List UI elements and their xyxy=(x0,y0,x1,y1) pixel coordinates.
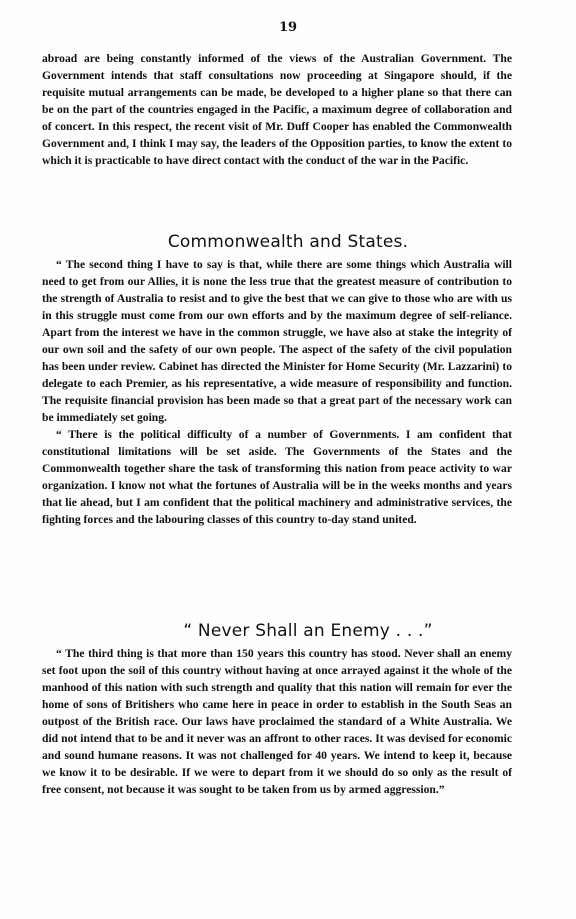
commonwealth-states-section xyxy=(42,256,512,528)
page-number: 19 xyxy=(278,20,298,35)
body-paragraph-political-difficulty: “ There is the political difficulty of a number of Governments. I am confident that constitutional limitations will be set aside. The Governments of the States and the Commonwealth together share the task of transforming this nation from peace activity to war organization. I know not what the fortunes of Australia will be in the weeks months and years that lie ahead, but I am confident that the political machinery and administrative services, the fighting forces and the labouring classes of this country to-day stand united. xyxy=(42,428,512,526)
body-paragraph-third-thing: “ The third thing is that more than 150 years this country has stood. Never shall an enemy set foot upon the soil of this country without having at once arrayed against it the whole of the manhood of this nation with such strength and quality that this nation will remain for ever the home of sons of Britishers who came here in peace in order to establish in the South Seas an outpost of the British race. Our laws have proclaimed the standard of a White Australia. We did not intend that to be and it never was an affront to other races. It was devised for economic and sound humane reasons. It was not challenged for 40 years. We intend to keep it, because we know it to be desirable. If we were to depart from it we should do so only as the result of free consent, not because it was sought to be taken from us by armed aggression.” xyxy=(42,647,512,796)
never-shall-an-enemy-section xyxy=(42,645,512,798)
body-paragraph-second-thing: “ The second thing I have to say is that, while there are some things which Australia will need to get from our Allies, it is none the less true that the greatest measure of contribution to the strength of Australia to resist and to give the best that we can give to those who are with us in this struggle must come from our own efforts and by the maximum degree of self-reliance. Apart from the interest we have in the common struggle, we have also at stake the integrity of our own soil and the safety of our own people. The aspect of the safety of the civil population has been under review. Cabinet has directed the Minister for Home Security (Mr. Lazzarini) to delegate to each Premier, as his representative, a wide measure of responsibility and function. The requisite financial provision has been made so that a great part of the necessary work can be immediately set going. xyxy=(42,258,512,424)
section-heading-commonwealth-and-states: Commonwealth and States. xyxy=(167,232,409,252)
intro-paragraph: abroad are being constantly informed of the views of the Australian Government. The Government intends that staff consultations now proceeding at Singapore should, if the requisite mutual arrangements can be made, be developed to a higher plane so that there can be on the part of the countries engaged in the Pacific, a maximum degree of collaboration and of concert. In this respect, the recent visit of Mr. Duff Cooper has enabled the Commonwealth Government and, I think I may say, the leaders of the Opposition parties, to know the extent to which it is practicable to have direct contact with the conduct of the war in the Pacific. xyxy=(42,52,512,167)
section-heading-never-shall-an-enemy: “ Never Shall an Enemy . . .” xyxy=(183,621,433,641)
intro-section xyxy=(42,50,512,169)
